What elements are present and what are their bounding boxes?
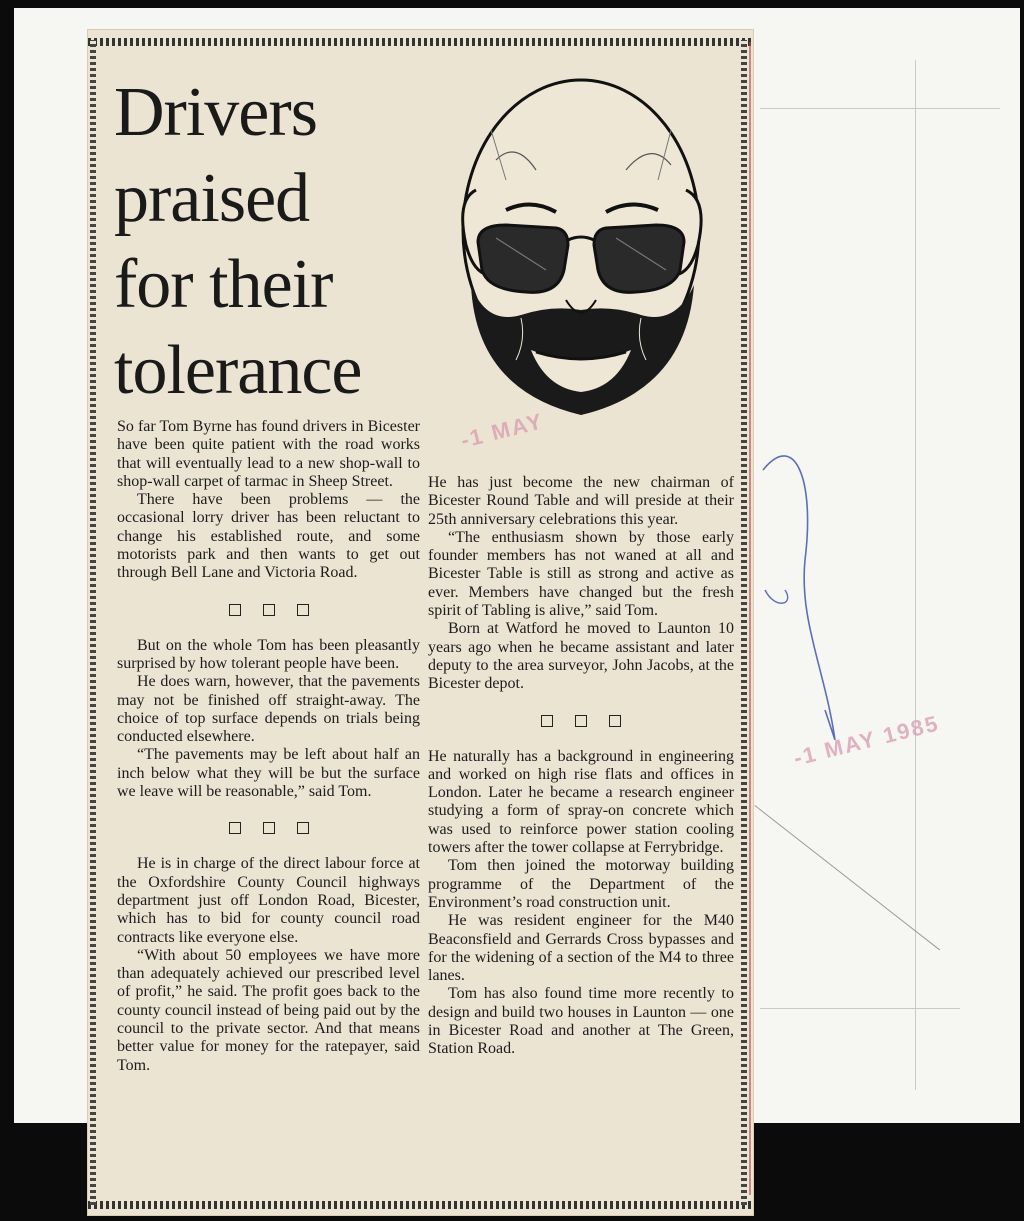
section-separator <box>117 801 420 855</box>
article-paragraph: So far Tom Byrne has found drivers in Bicester have been quite patient with the road works that will eventually lead to a new shop-wall to shop-wall carpet of tarmac in Sheep Street. <box>117 418 420 490</box>
headline-line: Drivers <box>114 74 317 151</box>
clipping-left-edge <box>90 40 96 1205</box>
article-paragraph: Tom then joined the motorway building programme of the Department of the Environment’s road construction unit. <box>428 857 734 911</box>
portrait-illustration <box>436 70 726 422</box>
separator-square-icon <box>263 822 275 834</box>
separator-square-icon <box>297 822 309 834</box>
clipping-red-margin <box>749 42 751 1195</box>
article-paragraph: Tom has also found time more recently to design and build two houses in Launton — one in Bicester Road and another at The Green, Station Road. <box>428 985 734 1058</box>
article-paragraph: He does warn, however, that the pavements may not be finished off straight-away. The choice of top surface depends on trials being conducted elsewhere. <box>117 673 420 746</box>
section-separator <box>428 694 734 748</box>
article-paragraph: “With about 50 employees we have more than adequately achieved our prescribed level of profit,” he said. The profit goes back to the county council instead of being paid out by the council to the private sector. And that means better value for money for the ratepayer, said Tom. <box>117 946 420 1074</box>
headline-line: for their <box>114 246 333 323</box>
right-column <box>428 474 734 1059</box>
backing-horizontal-line <box>760 108 1000 109</box>
separator-square-icon <box>297 604 309 616</box>
clipping-right-edge <box>741 40 747 1205</box>
newspaper-clipping <box>88 30 753 1215</box>
headline-line: tolerance <box>114 332 362 409</box>
separator-square-icon <box>229 604 241 616</box>
separator-square-icon <box>575 715 587 727</box>
pen-scrawl-mark <box>755 440 845 760</box>
date-stamp-backing: -1 MAY 1985 <box>791 710 942 771</box>
clipping-top-edge <box>88 38 753 46</box>
article-paragraph: He was resident engineer for the M40 Beaconsfield and Gerrards Cross bypasses and for the widening of a section of the M4 to three lanes. <box>428 912 734 985</box>
backing-horizontal-line-lower <box>760 1008 960 1009</box>
headline-line: praised <box>114 160 310 237</box>
headline <box>114 70 361 414</box>
left-column <box>117 418 420 1075</box>
clipping-bottom-edge <box>88 1201 753 1209</box>
separator-square-icon <box>609 715 621 727</box>
separator-square-icon <box>541 715 553 727</box>
article-paragraph: Born at Watford he moved to Launton 10 years ago when he became assistant and later deputy to the area surveyor, John Jacobs, at the Bicester depot. <box>428 620 734 693</box>
article-paragraph: He naturally has a background in engineering and worked on high rise flats and offices in London. Later he became a research engineer studying a form of spray-on concrete which was used to reinforce power station cooling towers after the tower collapse at Ferrybridge. <box>428 747 734 857</box>
article-paragraph: There have been problems — the occasional lorry driver has been reluctant to change his established route, and some motorists park and then wants to get out through Bell Lane and Victoria Road. <box>117 491 420 582</box>
article-paragraph: “The enthusiasm shown by those early founder members has not waned at all and Bicester Table is still as strong and active as ever. Members have changed but the fresh spirit of Tabling is alive,” said Tom. <box>428 528 734 620</box>
separator-square-icon <box>263 604 275 616</box>
date-stamp-clipping: -1 MAY <box>458 408 547 453</box>
separator-square-icon <box>229 822 241 834</box>
article-paragraph: But on the whole Tom has been pleasantly surprised by how tolerant people have been. <box>117 636 420 672</box>
section-separator <box>117 583 420 637</box>
article-paragraph: He is in charge of the direct labour force at the Oxfordshire County Council highways department just off London Road, Bicester, which has to bid for county council road contracts like everyone else. <box>117 855 420 946</box>
article-paragraph: “The pavements may be left about half an inch below what they will be but the surface we leave will be reasonable,” said Tom. <box>117 746 420 801</box>
article-paragraph: He has just become the new chairman of Bicester Round Table and will preside at their 25th anniversary celebrations this year. <box>428 474 734 528</box>
backing-vertical-line <box>915 60 916 1090</box>
